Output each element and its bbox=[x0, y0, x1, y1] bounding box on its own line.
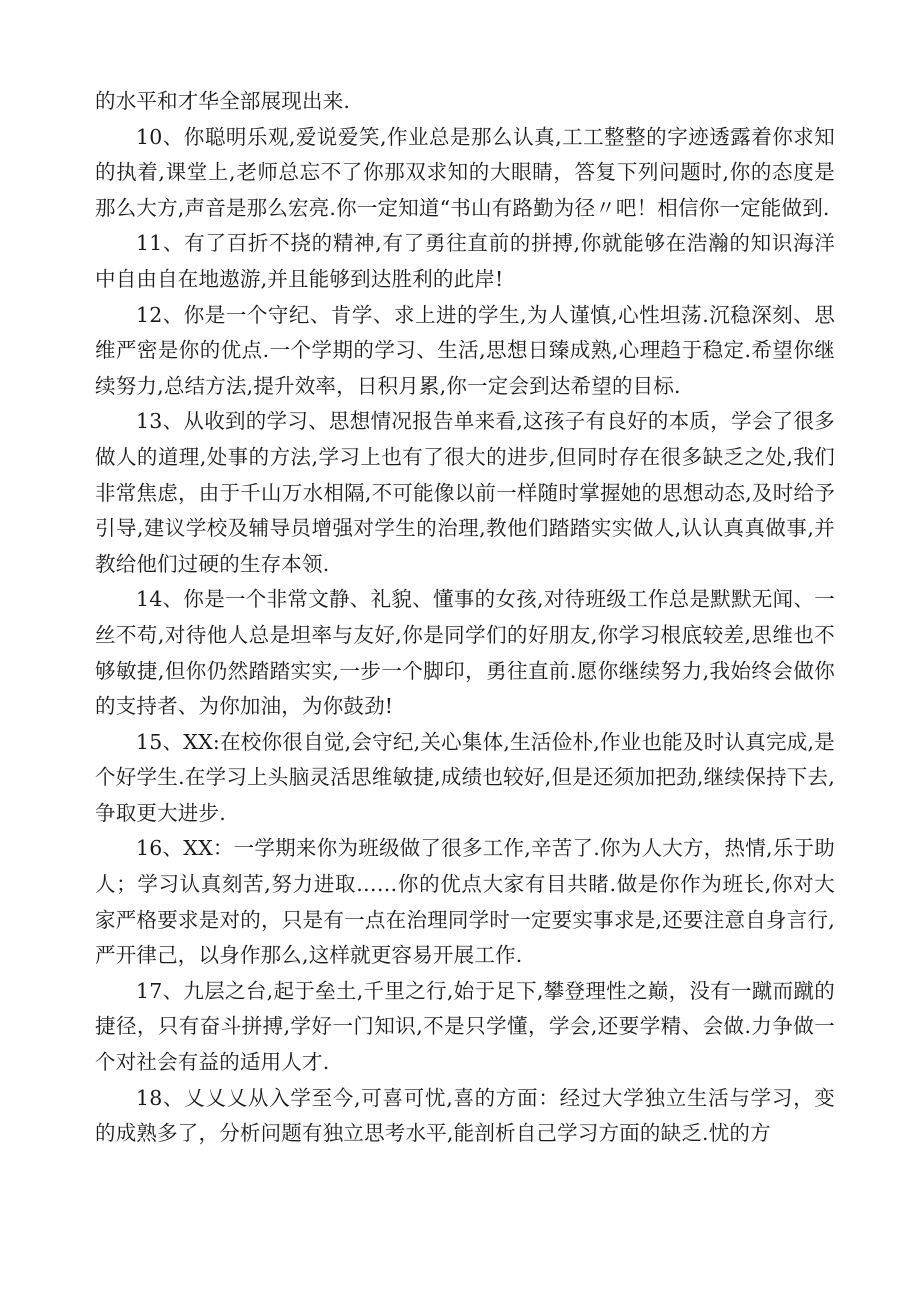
document-body bbox=[95, 84, 835, 1152]
paragraph-item-10: 10、你聪明乐观,爱说爱笑,作业总是那么认真,工工整整的字迹透露着你求知的执着,课堂上,老师总忘不了你那双求知的大眼睛，答复下列问题时,你的态度是那么大方,声音是那么宏亮.你一定知道“书山有路勤为径〃吧！相信你一定能做到. bbox=[95, 124, 835, 220]
paragraph-item-12: 12、你是一个守纪、肯学、求上进的学生,为人谨慎,心性坦荡.沉稳深刻、思维严密是你的优点.一个学期的学习、生活,思想日臻成熟,心理趋于稳定.希望你继续努力,总结方法,提升效率，日积月累,你一定会到达希望的目标. bbox=[95, 302, 835, 398]
paragraph-item-15: 15、XX:在校你很自觉,会守纪,关心集体,生活俭朴,作业也能及时认真完成,是个好学生.在学习上头脑灵活思维敏捷,成绩也较好,但是还须加把劲,继续保持下去,争取更大进步. bbox=[95, 729, 835, 825]
paragraph-item-18: 18、乂乂乂从入学至今,可喜可忧,喜的方面：经过大学独立生活与学习，变的成熟多了，分析问题有独立思考水平,能剖析自己学习方面的缺乏.忧的方 bbox=[95, 1085, 835, 1146]
paragraph-continuation: 的水平和才华全部展现出来. bbox=[95, 89, 351, 113]
paragraph-item-17: 17、九层之台,起于垒土,千里之行,始于足下,攀登理性之巅，没有一蹴而蹴的捷径，只有奋斗拼搏,学好一门知识,不是只学懂，学会,还要学精、会做.力争做一个对社会有益的适用人才. bbox=[95, 978, 835, 1075]
paragraph-item-14: 14、你是一个非常文静、礼貌、懂事的女孩,对待班级工作总是默默无闻、一丝不苟,对待他人总是坦率与友好,你是同学们的好朋友,你学习根底较差,思维也不够敏捷,但你仍然踏踏实实,一步一个脚印，勇往直前.愿你继续努力,我始终会做你的支持者、为你加油，为你鼓劲! bbox=[95, 587, 835, 719]
paragraph-item-16: 16、XX：一学期来你为班级做了很多工作,辛苦了.你为人大方，热情,乐于助人；学习认真刻苦,努力进取……你的优点大家有目共睹.做是你作为班长,你对大家严格要求是对的，只是有一点在治理同学时一定要实事求是,还要注意自身言行,严开律己，以身作那么,这样就更容易开展工作. bbox=[95, 836, 835, 968]
paragraph-item-11: 11、有了百折不挠的精神,有了勇往直前的拼搏,你就能够在浩瀚的知识海洋中自由自在地遨游,并且能够到达胜利的此岸! bbox=[95, 231, 835, 291]
paragraph-item-13: 13、从收到的学习、思想情况报告单来看,这孩子有良好的本质，学会了很多做人的道理,处事的方法,学习上也有了很大的进步,但同时存在很多缺乏之处,我们非常焦虑，由于千山万水相隔,不可能像以前一样随时掌握她的思想动态,及时给予引导,建议学校及辅导员增强对学生的治理,教他们踏踏实实做人,认认真真做事,并教给他们过硬的生存本领. bbox=[95, 409, 835, 576]
